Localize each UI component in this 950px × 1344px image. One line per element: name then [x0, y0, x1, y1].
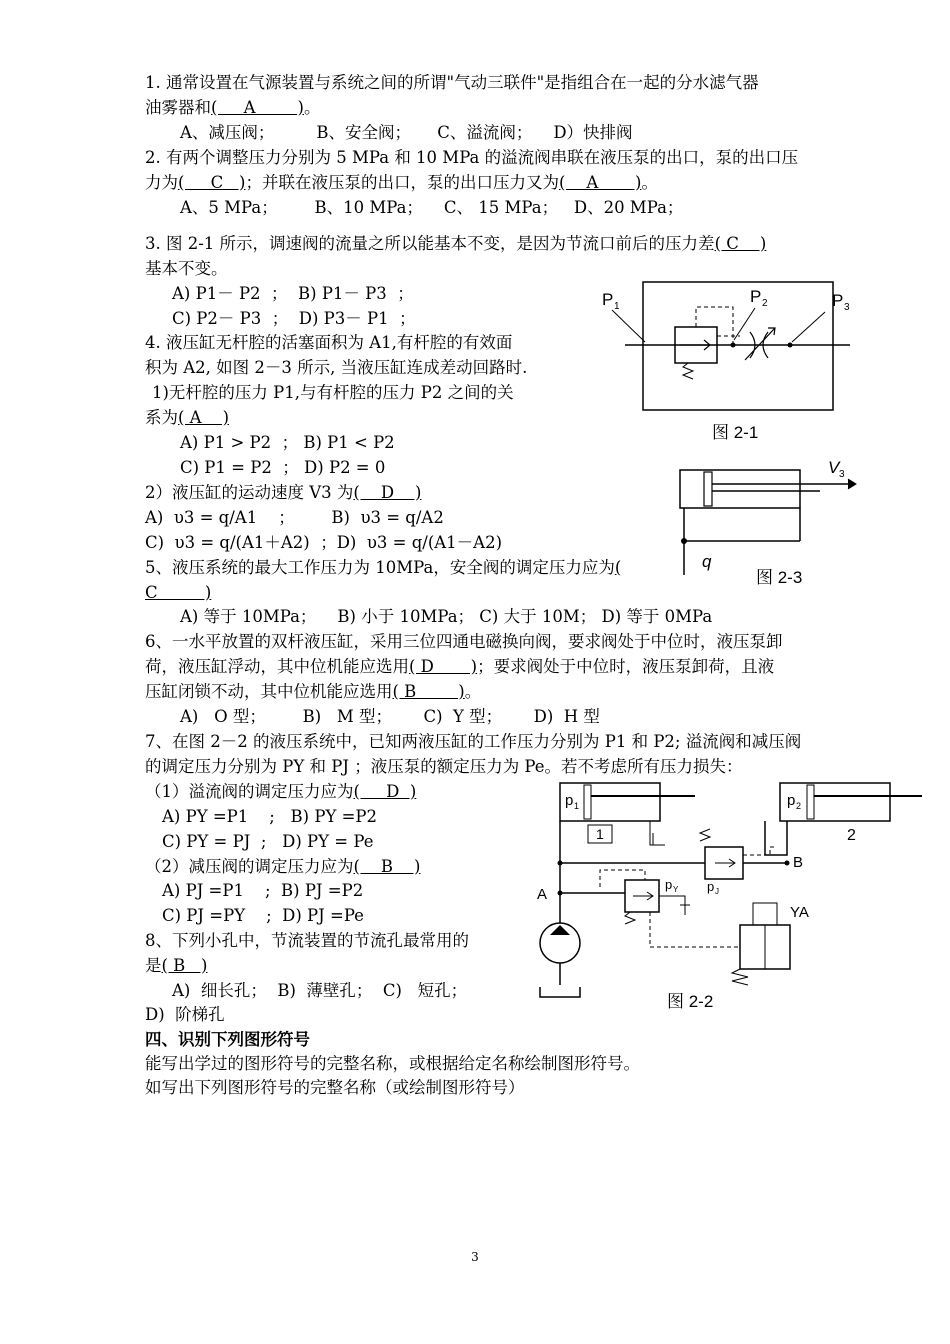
text-line: [172, 283, 414, 305]
text-segment: C) P2－ P3 ； D) P3－ P1 ；: [172, 309, 416, 328]
answer-blank: ( C ): [714, 234, 767, 253]
text-line: [145, 332, 512, 354]
text-line: [145, 731, 801, 753]
text-segment: C) P1 = P2 ； D) P2 = 0: [180, 458, 386, 477]
text-segment: C) υ3 = q/(A1＋A2) ；D) υ3 = q/(A1－A2): [145, 533, 503, 552]
text-line: [145, 557, 621, 579]
text-segment: 1. 通常设置在气源装置与系统之间的所谓"气动三联件"是指组合在一起的分水滤气器: [145, 73, 759, 92]
svg-text:1: 1: [614, 301, 620, 312]
text-segment: 油雾器和: [145, 98, 211, 117]
text-segment: A、5 MPa； B、10 MPa； C、 15 MPa； D、20 MPa；: [180, 198, 684, 217]
text-line: [172, 980, 467, 1002]
text-line: [145, 357, 527, 379]
text-line: [145, 532, 502, 554]
text-line: [180, 197, 683, 219]
text-segment: A) PY =P1 ; B) PY =P2: [162, 807, 378, 826]
text-line: [172, 308, 416, 330]
text-segment: 压缸闭锁不动，其中位机能应选用: [145, 682, 393, 701]
label-p2: P: [750, 287, 762, 306]
text-segment: C) PJ =PY ; D) PJ =Pe: [162, 906, 364, 925]
text-segment: 的调定压力分别为 PY 和 PJ ；液压泵的额定压力为 Pe。若不考虑所有压力损失：: [145, 757, 743, 776]
text-line: [152, 382, 514, 404]
text-segment: 基本不变。: [145, 259, 228, 278]
text-segment: 力为: [145, 173, 178, 192]
figure-2-1-flow-control-valve: [600, 280, 870, 445]
caption-fig-2-2: 图 2-2: [667, 992, 714, 1011]
text-segment: D) 阶梯孔: [145, 1005, 225, 1024]
answer-blank: ( A ): [178, 408, 230, 427]
label-p1: P: [602, 290, 614, 309]
svg-text:3: 3: [844, 302, 850, 313]
text-segment: 8、下列小孔中，节流装置的节流孔最常用的: [145, 931, 469, 950]
figure-2-3-differential-cylinder: [670, 455, 870, 590]
text-line: [145, 930, 469, 952]
text-segment: ；并联在液压泵的出口，泵的出口压力又为: [245, 173, 559, 192]
text-segment: 1)无杆腔的压力 P1,与有杆腔的压力 P2 之间的关: [152, 383, 514, 402]
text-line: [180, 122, 633, 144]
text-line: [145, 1077, 525, 1099]
text-line: [145, 631, 783, 653]
answer-blank: ( C ): [178, 173, 246, 192]
text-segment: ；要求阀处于中位时，液压泵卸荷，且液: [477, 657, 775, 676]
text-line: [180, 606, 712, 628]
text-line: [162, 831, 373, 853]
text-segment: 7、在图 2－2 的液压系统中，已知两液压缸的工作压力分别为 P1 和 P2; 溢流阀和减压阀: [145, 732, 802, 751]
answer-blank: (: [614, 558, 622, 577]
label-cyl2-p2: p: [787, 792, 796, 809]
text-segment: 2）液压缸的运动速度 V3 为: [145, 483, 354, 502]
text-segment: 5、液压系统的最大工作压力为 10MPa，安全阀的调定压力应为: [145, 558, 615, 577]
text-line: [145, 258, 228, 280]
text-segment: 4. 液压缸无杆腔的活塞面积为 A1,有杆腔的有效面: [145, 333, 513, 352]
text-segment: 。: [464, 682, 482, 701]
text-segment: C) PY = PJ ; D) PY = Pe: [162, 832, 374, 851]
text-line: [145, 407, 229, 429]
text-segment: 3. 图 2-1 所示，调速阀的流量之所以能基本不变，是因为节流口前后的压力差: [145, 234, 715, 253]
label-ya: YA: [790, 904, 809, 921]
svg-text:3: 3: [839, 469, 845, 480]
label-py: p: [665, 877, 673, 892]
text-segment: A) P1 > P2 ； B) P1 < P2: [180, 433, 395, 452]
answer-blank: ( D ): [353, 782, 417, 801]
text-segment: A) P1－ P2 ； B) P1－ P3 ；: [172, 284, 414, 303]
figure-2-2-hydraulic-system: [525, 775, 925, 1020]
text-segment: （1）溢流阀的调定压力应为: [145, 782, 354, 801]
svg-text:Y: Y: [673, 885, 679, 894]
text-line: [145, 97, 320, 119]
label-p3: P: [832, 291, 844, 310]
label-q: q: [702, 552, 712, 571]
text-segment: 。: [303, 98, 321, 117]
text-line: [145, 72, 759, 94]
text-segment: 积为 A2, 如图 2－3 所示, 当液压缸连成差动回路时.: [145, 358, 528, 377]
answer-blank: ( A ): [211, 98, 304, 117]
text-segment: 四、识别下列图形符号: [145, 1030, 310, 1049]
svg-text:2: 2: [796, 801, 802, 811]
text-segment: A) 细长孔； B) 薄壁孔； C) 短孔；: [172, 981, 468, 1000]
caption-fig-2-1: 图 2-1: [712, 423, 759, 442]
label-box-1: 1: [596, 826, 604, 842]
text-segment: 是: [145, 956, 162, 975]
caption-fig-2-3: 图 2-3: [756, 568, 803, 587]
text-line: [145, 1029, 310, 1051]
text-line: [145, 582, 211, 604]
text-line: [145, 781, 416, 803]
label-b: B: [793, 854, 804, 871]
label-v3: V: [828, 458, 840, 477]
text-segment: 系为: [145, 408, 178, 427]
text-line: [145, 147, 798, 169]
answer-blank: C ): [145, 583, 212, 602]
answer-blank: ( A ): [558, 173, 642, 192]
text-segment: （2）减压阀的调定压力应为: [145, 857, 354, 876]
text-segment: A) O 型； B) M 型； C) Y 型； D) H 型: [180, 707, 600, 726]
text-line: [145, 482, 421, 504]
text-line: [145, 955, 207, 977]
label-a: A: [537, 886, 548, 903]
svg-text:1: 1: [574, 801, 580, 811]
text-segment: 6、一水平放置的双杆液压缸，采用三位四通电磁换向阀，要求阀处于中位时，液压泵卸: [145, 632, 783, 651]
text-segment: 荷，液压缸浮动，其中位机能应选用: [145, 657, 409, 676]
text-line: [145, 1004, 225, 1026]
text-segment: A、减压阀； B、安全阀； C、溢流阀； D）快排阀: [180, 123, 633, 142]
svg-text:J: J: [715, 887, 719, 896]
text-line: [180, 457, 385, 479]
answer-blank: ( B ): [353, 857, 421, 876]
answer-blank: ( B ): [161, 956, 208, 975]
text-line: [162, 880, 363, 902]
text-segment: 如写出下列图形符号的完整名称（或绘制图形符号）: [145, 1078, 525, 1097]
text-segment: 2. 有两个调整压力分别为 5 MPa 和 10 MPa 的溢流阀串联在液压泵的出口，泵的出口压: [145, 148, 799, 167]
text-segment: A) PJ =P1 ; B) PJ =P2: [162, 881, 364, 900]
text-line: [145, 507, 444, 529]
text-line: [145, 681, 481, 703]
text-line: [145, 172, 658, 194]
text-line: [180, 706, 600, 728]
text-line: [145, 856, 420, 878]
text-segment: 。: [641, 173, 658, 192]
page-number: 3: [471, 1250, 479, 1264]
label-cyl1-p1: p: [565, 792, 574, 809]
text-segment: A) υ3 = q/A1 ； B) υ3 = q/A2: [145, 508, 444, 527]
text-segment: 能写出学过的图形符号的完整名称，或根据给定名称绘制图形符号。: [145, 1054, 640, 1073]
answer-blank: ( B ): [392, 682, 465, 701]
text-line: [145, 1053, 640, 1075]
text-segment: A) 等于 10MPa； B) 小于 10MPa； C) 大于 10M； D) 等于 0MPa: [180, 607, 713, 626]
answer-blank: ( D ): [353, 483, 422, 502]
answer-blank: ( D ): [409, 657, 478, 676]
text-line: [145, 233, 766, 255]
label-2: 2: [847, 827, 856, 844]
text-line: [162, 905, 364, 927]
svg-text:2: 2: [762, 298, 768, 309]
text-line: [180, 432, 395, 454]
label-pj: p: [707, 879, 715, 894]
text-line: [145, 656, 774, 678]
text-line: [162, 806, 377, 828]
